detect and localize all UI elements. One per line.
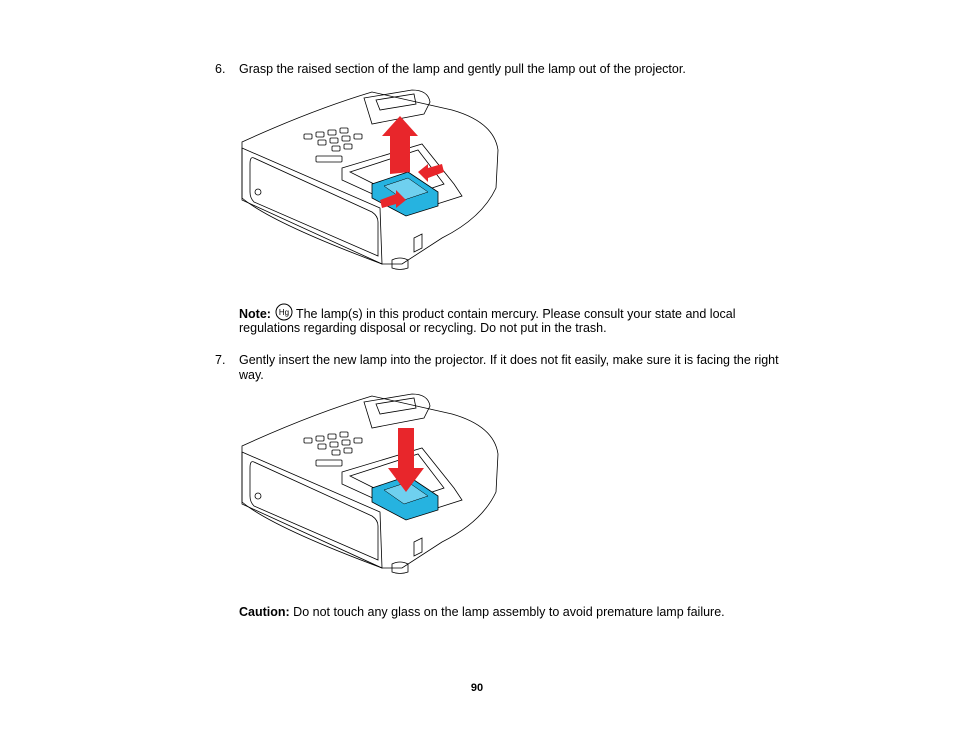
caution-text: Do not touch any glass on the lamp assembly to avoid premature lamp failure. bbox=[293, 605, 725, 619]
step-number: 7. bbox=[215, 353, 226, 367]
step-text: Grasp the raised section of the lamp and gently pull the lamp out of the projector. bbox=[239, 62, 686, 76]
projector-lamp-removal-illustration bbox=[232, 88, 504, 272]
note-label: Note: bbox=[239, 307, 271, 321]
step-number: 6. bbox=[215, 62, 226, 76]
step-text-line1: Gently insert the new lamp into the projector. If it does not fit easily, make sure it is facing the right bbox=[239, 353, 779, 367]
caution-label: Caution: bbox=[239, 605, 290, 619]
caution bbox=[239, 605, 725, 620]
step-text-line2: way. bbox=[239, 368, 264, 382]
projector-lamp-insertion-illustration bbox=[232, 392, 504, 576]
note-text-line1: The lamp(s) in this product contain mercury. Please consult your state and local bbox=[295, 307, 736, 321]
hg-icon-label: Hg bbox=[278, 308, 290, 317]
page-number: 90 bbox=[470, 682, 484, 694]
note-text-line2: regulations regarding disposal or recycling. Do not put in the trash. bbox=[239, 321, 607, 335]
